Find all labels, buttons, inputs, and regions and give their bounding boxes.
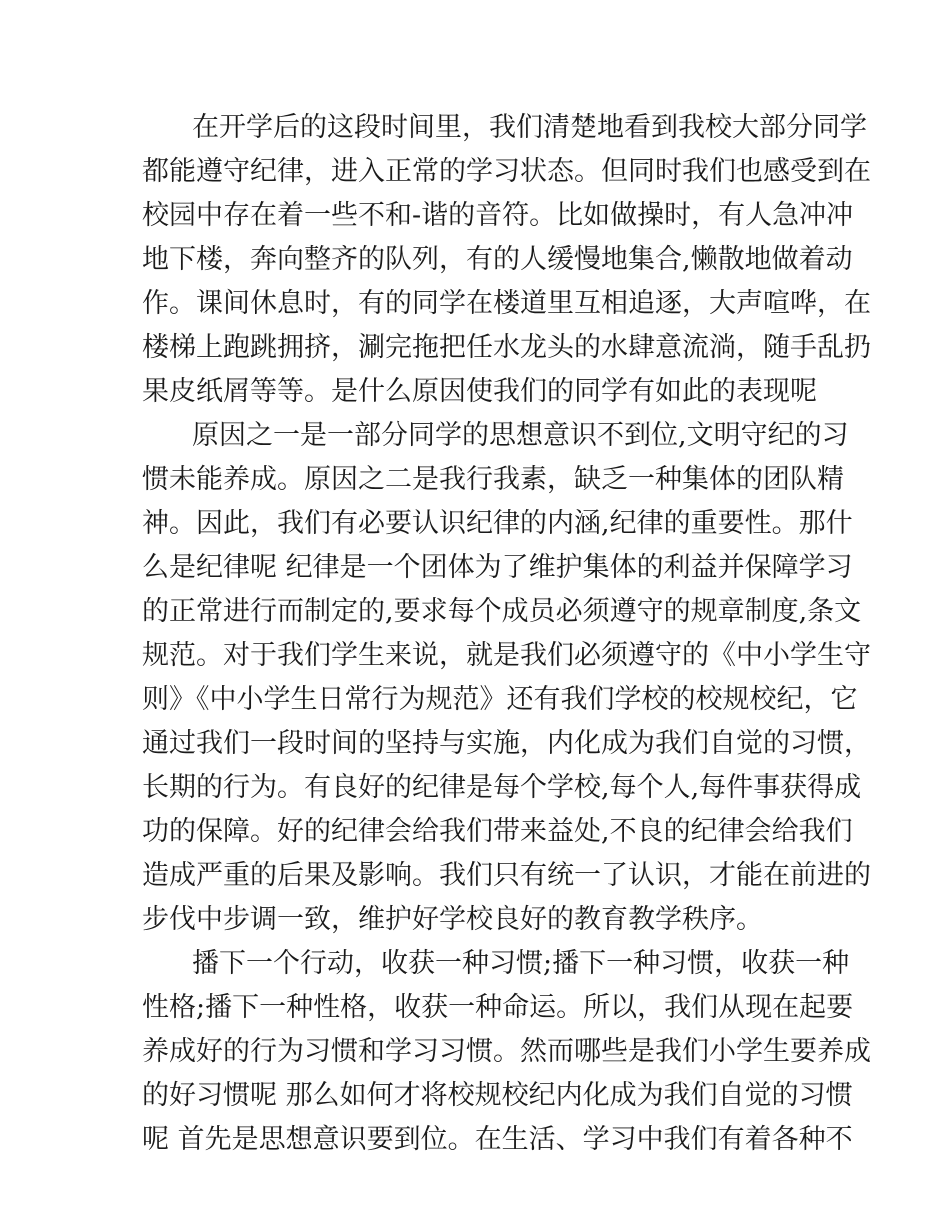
text-line: 惯未能养成。原因之二是我行我素，缺乏一种集体的团队精 xyxy=(142,464,844,495)
text-line: 的好习惯呢 那么如何才将校规校纪内化成为我们自觉的习惯 xyxy=(142,1080,853,1111)
text-line: 呢 首先是思想意识要到位。在生活、学习中我们有着各种不 xyxy=(142,1124,853,1155)
text-line: 长期的行为。有良好的纪律是每个学校,每个人,每件事获得成 xyxy=(142,772,862,803)
text-line: 原因之一是一部分同学的思想意识不到位,文明守纪的习 xyxy=(192,420,849,451)
text-line: 通过我们一段时间的坚持与实施，内化成为我们自觉的习惯， xyxy=(142,728,871,759)
text-line: 功的保障。好的纪律会给我们带来益处,不良的纪律会给我们 xyxy=(142,816,853,847)
text-line: 养成好的行为习惯和学习习惯。然而哪些是我们小学生要养成 xyxy=(142,1036,871,1067)
text-line: 神。因此，我们有必要认识纪律的内涵,纪律的重要性。那什 xyxy=(142,508,853,539)
text-line: 么是纪律呢 纪律是一个团体为了维护集体的利益并保障学习 xyxy=(142,552,853,583)
text-line: 校园中存在着一些不和-谐的音符。比如做操时，有人急冲冲 xyxy=(142,200,854,231)
text-line: 果皮纸屑等等。是什么原因使我们的同学有如此的表现呢 xyxy=(142,376,817,407)
text-line: 的正常进行而制定的,要求每个成员必须遵守的规章制度,条文 xyxy=(142,596,862,627)
text-line: 规范。对于我们学生来说，就是我们必须遵守的《中小学生守 xyxy=(142,640,871,671)
text-line: 步伐中步调一致，维护好学校良好的教育教学秩序。 xyxy=(142,904,763,935)
text-line: 则》《中小学生日常行为规范》还有我们学校的校规校纪，它 xyxy=(142,684,858,715)
text-line: 作。课间休息时，有的同学在楼道里互相追逐，大声喧哗，在 xyxy=(142,288,871,319)
text-line: 地下楼，奔向整齐的队列，有的人缓慢地集合,懒散地做着动 xyxy=(142,244,853,275)
text-line: 性格;播下一种性格，收获一种命运。所以，我们从现在起要 xyxy=(142,992,854,1023)
text-line: 造成严重的后果及影响。我们只有统一了认识，才能在前进的 xyxy=(142,860,871,891)
text-line: 播下一个行动，收获一种习惯;播下一种习惯，收获一种 xyxy=(192,948,850,979)
text-line: 都能遵守纪律，进入正常的学习状态。但同时我们也感受到在 xyxy=(142,156,871,187)
text-line: 在开学后的这段时间里，我们清楚地看到我校大部分同学 xyxy=(192,112,867,143)
text-line: 楼梯上跑跳拥挤，涮完拖把任水龙头的水肆意流淌，随手乱扔 xyxy=(142,332,871,363)
